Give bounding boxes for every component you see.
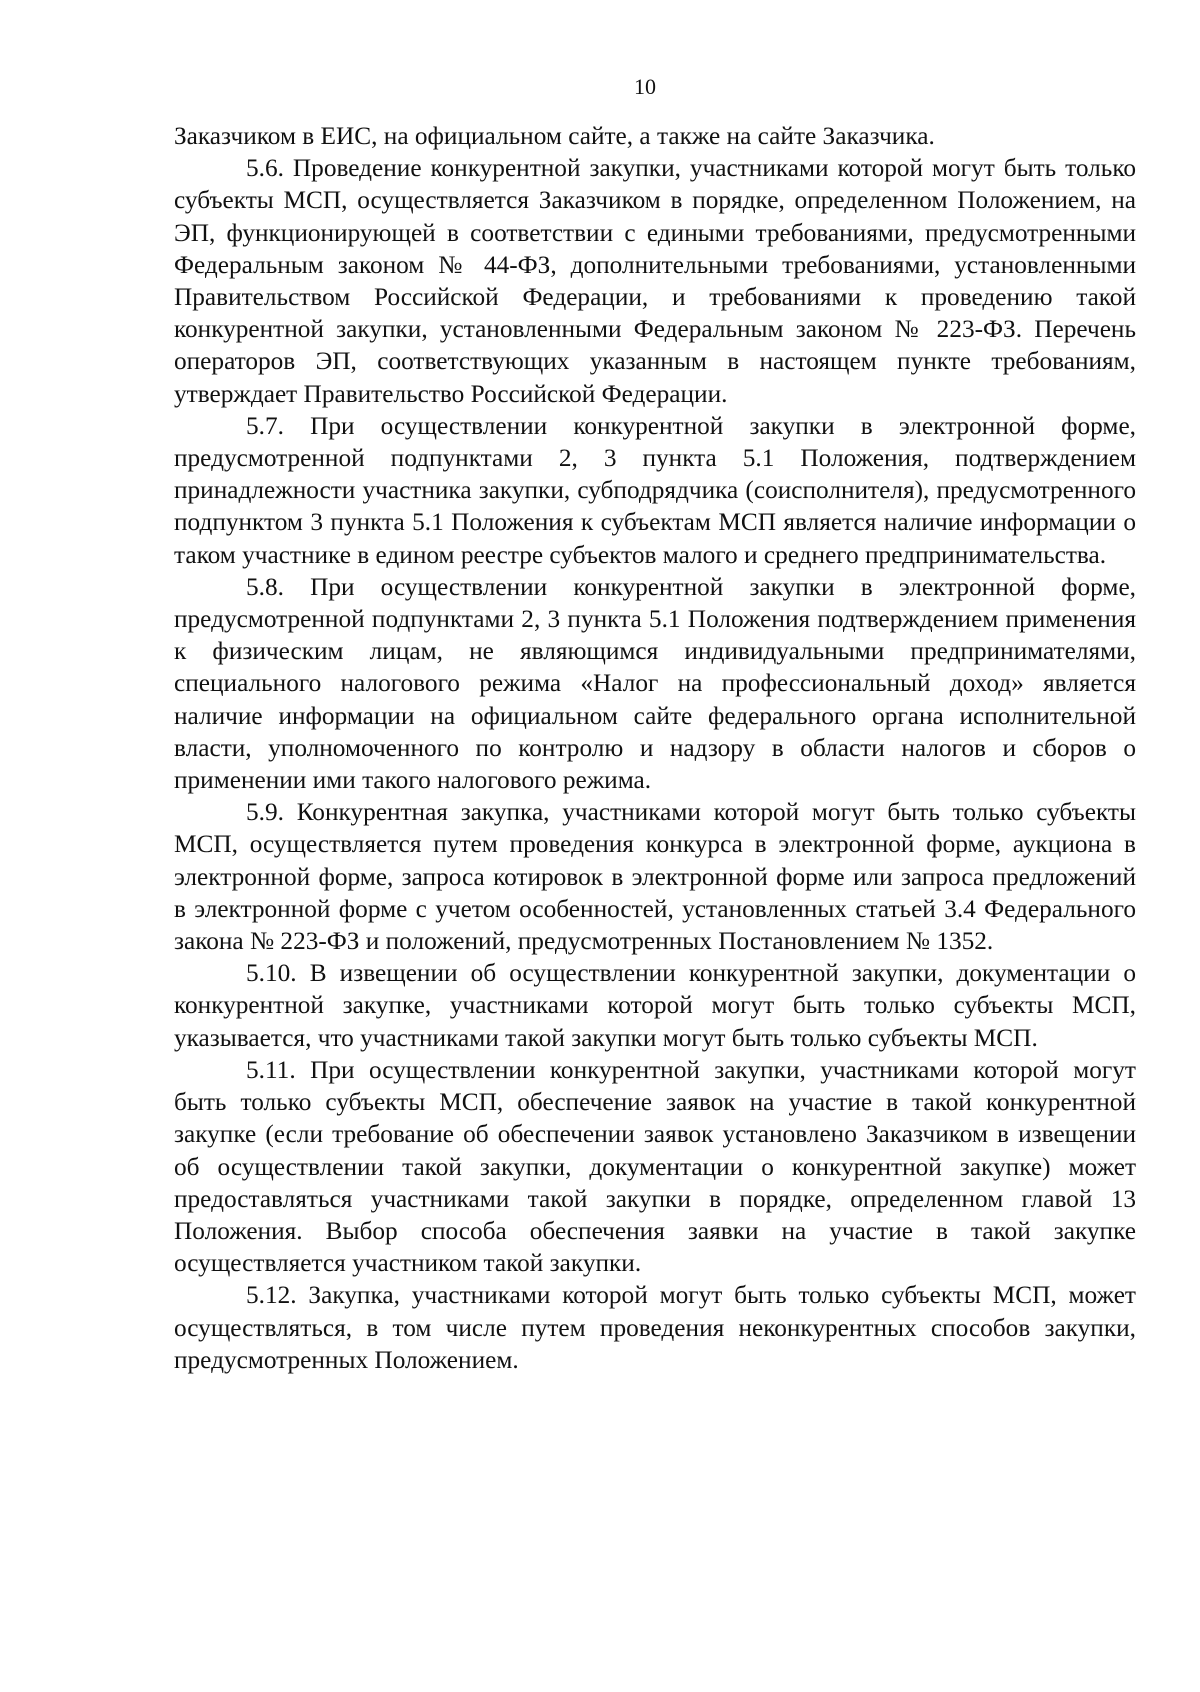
paragraph-5-10: 5.10. В извещении об осуществлении конкурентной закупки, документации о конкурентной закупке, участниками которой могут быть только субъекты МСП, указывается, что участниками такой закупки могут быть только субъекты МСП. — [174, 959, 1136, 1052]
paragraph-5-6: 5.6. Проведение конкурентной закупки, участниками которой могут быть только субъекты МСП, осуществляется Заказчиком в порядке, определенном Положением, на ЭП, функционирующей в соответствии с едиными требованиями, предусмотренными Федеральным законом № 44-ФЗ, дополнительными требованиями, установленными Правительством Российской Федерации, и требованиями к проведению такой конкурентной закупки, установленными Федеральным законом № 223-ФЗ. Перечень операторов ЭП, соответствующих указанным в настоящем пункте требованиям, утверждает Правительство Российской Федерации. — [174, 154, 1136, 408]
paragraph-5-7: 5.7. При осуществлении конкурентной закупки в электронной форме, предусмотренной подпунктами 2, 3 пункта 5.1 Положения, подтверждением принадлежности участника закупки, субподрядчика (соисполнителя), предусмотренного подпунктом 3 пункта 5.1 Положения к субъектам МСП является наличие информации о таком участнике в едином реестре субъектов малого и среднего предпринимательства. — [174, 411, 1136, 569]
paragraph-5-12: 5.12. Закупка, участниками которой могут быть только субъекты МСП, может осуществляться, в том числе путем проведения неконкурентных способов закупки, предусмотренных Положением. — [174, 1281, 1136, 1374]
paragraph-5-11: 5.11. При осуществлении конкурентной закупки, участниками которой могут быть только субъекты МСП, обеспечение заявок на участие в такой конкурентной закупке (если требование об обеспечении заявок установлено Заказчиком в извещении об осуществлении такой закупки, документации о конкурентной закупке) может предоставляться участниками такой закупки в порядке, определенном главой 13 Положения. Выбор способа обеспечения заявки на участие в такой закупке осуществляется участником такой закупки. — [174, 1055, 1136, 1278]
page-number: 10 — [634, 74, 656, 99]
document-body — [174, 120, 1136, 1376]
paragraph-5-8: 5.8. При осуществлении конкурентной закупки в электронной форме, предусмотренной подпунктами 2, 3 пункта 5.1 Положения подтверждением применения к физическим лицам, не являющимся индивидуальными предпринимателями, специального налогового режима «Налог на профессиональный доход» является наличие информации на официальном сайте федерального органа исполнительной власти, уполномоченного по контролю и надзору в области налогов и сборов о применении ими такого налогового режима. — [174, 572, 1136, 795]
paragraph-continuation: Заказчиком в ЕИС, на официальном сайте, а также на сайте Заказчика. — [174, 122, 935, 150]
paragraph-5-9: 5.9. Конкурентная закупка, участниками которой могут быть только субъекты МСП, осуществляется путем проведения конкурса в электронной форме, аукциона в электронной форме, запроса котировок в электронной форме или запроса предложений в электронной форме с учетом особенностей, установленных статьей 3.4 Федерального закона № 223-ФЗ и положений, предусмотренных Постановлением № 1352. — [174, 798, 1136, 956]
